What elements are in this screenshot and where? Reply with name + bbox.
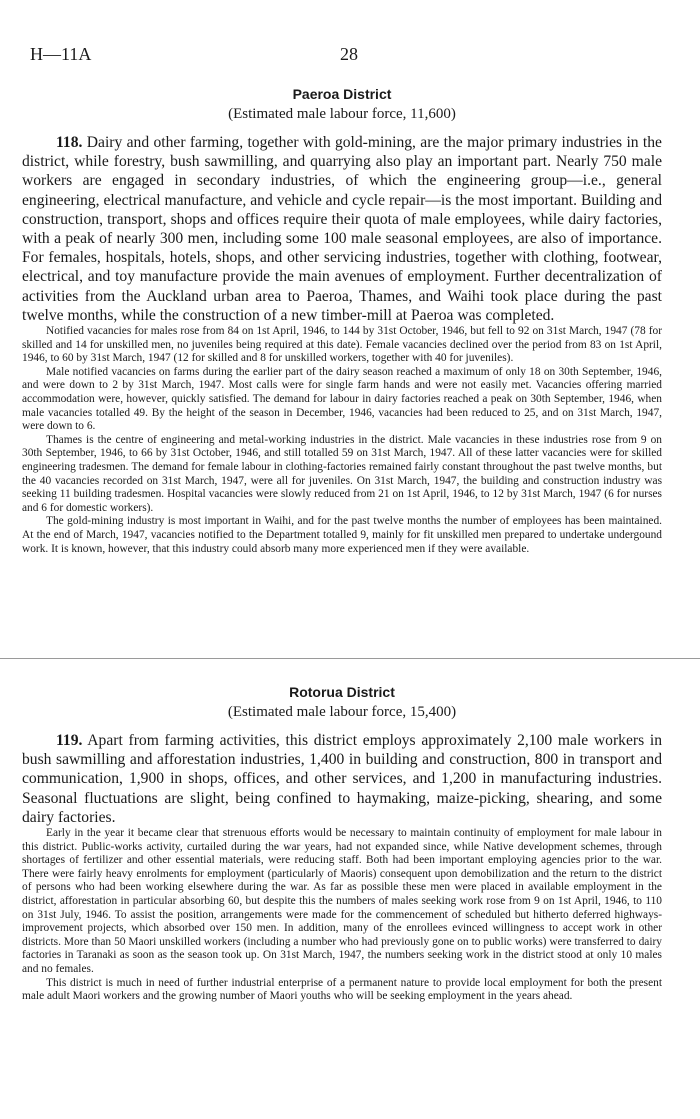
page-number: 28 <box>340 44 358 64</box>
paragraph-number: 118. <box>56 134 83 151</box>
numbered-paragraph <box>22 133 662 325</box>
section-paeroa-district <box>22 86 662 556</box>
section-title: Rotorua District <box>289 684 395 700</box>
section-rotorua-district <box>22 684 662 1004</box>
document-reference: H—11A <box>30 44 92 64</box>
paragraph-number: 119. <box>56 732 83 749</box>
body-paragraph: Notified vacancies for males rose from 84 on 1st April, 1946, to 144 by 31st October, 1946, but fell to 92 on 31st March, 1947 (78 for skilled and 14 for unskilled men, no juveniles being required at this date). Female vacancies declined over the period from 83 on 1st April, 1946, to 60 by 31st March, 1947 (12 for skilled and 8 for unskilled workers, together with 40 for juveniles). <box>22 325 662 365</box>
section-subtitle: (Estimated male labour force, 15,400) <box>227 704 457 720</box>
body-paragraph: Male notified vacancies on farms during the earlier part of the dairy season reached a maximum of only 18 on 30th September, 1946, and were down to 2 by 31st March, 1947. Most calls were for single farm hands and were not easily met. Vacancies offering married accommodation were, however, quickly satisfied. The demand for labour in dairy factories reached a peak on 30th September, 1946, when male vacancies totalled 49. By the height of the season in December, 1946, vacancies had been reduced to 25, and on 31st March, 1947, were down to 6. <box>22 365 662 433</box>
section-title: Paeroa District <box>292 86 392 102</box>
body-paragraph: The gold-mining industry is most important in Waihi, and for the past twelve months the number of employees has been maintained. At the end of March, 1947, vacancies notified to the Department totalled 9, mainly for fit unskilled men prepared to undertake undergound work. It is known, however, that this industry could absorb many more experienced men if they were available. <box>22 515 662 555</box>
paragraph-text: Apart from farming activities, this district employs approximately 2,100 male workers in bush sawmilling and afforestation industries, 1,400 in building and construction, 800 in transport and communication, 1,900 in shops, offices, and other services, and 1,200 in manufacturing industries. Seasonal fluctuations are slight, being confined to haymaking, maize-picking, shearing, and some dairy factories. <box>22 732 662 826</box>
numbered-paragraph <box>22 731 662 827</box>
section-divider <box>0 658 700 659</box>
body-paragraph: Thames is the centre of engineering and metal-working industries in the district. Male vacancies in these industries rose from 9 on 30th September, 1946, to 66 by 31st October, 1946, and still totalled 59 on 31st March, 1947. All of these latter vacancies were for skilled engineering tradesmen. The demand for female labour in clothing-factories remained fairly constant throughout the past twelve months, but the 40 vacancies recorded on 31st March, 1947, were all for juveniles. On 31st March, 1947, the building and construction industry was seeking 11 building tradesmen. Hospital vacancies were slowly reduced from 21 on 1st April, 1946, to 12 by 31st March, 1947 (6 for nurses and 6 for domestic workers). <box>22 433 662 514</box>
body-paragraph: Early in the year it became clear that strenuous efforts would be necessary to maintain continuity of employment for male labour in this district. Public-works activity, curtailed during the war years, had not expanded since, while Native development schemes, through shortages of fertilizer and other essential materials, were reducing staff. Both had been important employing agencies prior to the war. There were fairly heavy enrolments for employment (particularly of Maoris) consequent upon demobilization and the return to the district of persons who had been working elsewhere during the war. As far as possible these men were placed in available employment in the district, afforestation in particular absorbing 60, but despite this the numbers of males seeking work rose from 9 on 1st April, 1946, to 110 on 31st July, 1946. To assist the position, arrangements were made for the commencement of scheduled but hitherto deferred highways-improvement projects, which absorbed over 150 men. In addition, many of the enrollees evinced willingness to accept work in other districts. More than 50 Maori unskilled workers (including a number who had previously gone on to public works) were transferred to dairy factories in Taranaki as soon as the season took up. On 31st March, 1947, the numbers seeking work in the district stood at only 10 males and no females. <box>22 827 662 975</box>
body-paragraph: This district is much in need of further industrial enterprise of a permanent nature to provide local employment for both the present male adult Maori workers and the growing number of Maori youths who will be seeking employment in the years ahead. <box>22 976 662 1003</box>
section-subtitle: (Estimated male labour force, 11,600) <box>228 106 456 122</box>
paragraph-text: Dairy and other farming, together with gold-mining, are the major primary industries in the district, while forestry, bush sawmilling, and quarrying also play an important part. Nearly 750 male workers are engaged in secondary industries, of which the engineering group—i.e., general engineering, electrical manufacture, and vehicle and cycle repair—is the most important. Building and construction, transport, shops and offices require their quota of male employees, while dairy factories, with a peak of nearly 300 men, including some 100 male seasonal employees, are also of importance. For females, hospitals, hotels, shops, and other servicing industries, together with clothing, footwear, electrical, and toy manufacture provide the main avenues of employment. Further decentralization of activities from the Auckland urban area to Paeroa, Thames, and Waihi took place during the past twelve months, while the construction of a new timber-mill at Paeroa was completed. <box>22 134 662 324</box>
